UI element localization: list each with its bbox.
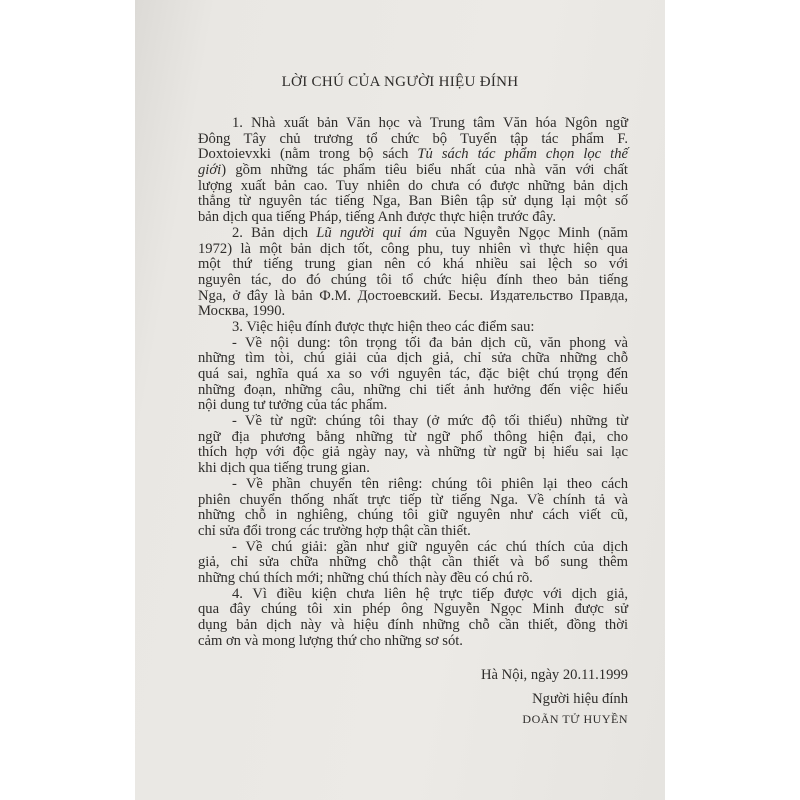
text-line: cảm ơn và mong lượng thứ cho những sơ sót. (198, 632, 463, 649)
text-line: quá sai, nghĩa quá xa so với nguyên tác, đặc biệt chú trọng đến (198, 366, 628, 382)
text-line: 4. Vì điều kiện chưa liên hệ trực tiếp được với dịch giả, (232, 585, 628, 602)
text-line: khi dịch qua tiếng trung gian. (198, 460, 370, 477)
text-line: - Về chú giải: gần như giữ nguyên các chú thích của dịch (232, 538, 628, 555)
text-line: qua đây chúng tôi xin phép ông Nguyễn Ngọc Minh được sử (198, 601, 628, 618)
text-line: lượng xuất bản cao. Tuy nhiên do chưa có được những bản dịch (198, 177, 628, 194)
text-line: dụng bản dịch này và hiệu đính những chỗ cần thiết, đồng thời (198, 617, 628, 633)
text-line: những tìm tòi, chú giải của dịch giả, chỉ sửa chữa những chỗ (198, 350, 628, 367)
text-line: - Về nội dung: tôn trọng tối đa bản dịch cũ, văn phong và (232, 334, 628, 351)
text-line: ngữ địa phương bằng những từ ngữ phổ thông hiện đại, cho (198, 428, 628, 445)
text-line: giả, chỉ sửa chữa những chỗ thật cần thiết và bổ sung thêm (198, 554, 628, 571)
text-line: Москва, 1990. (198, 303, 286, 320)
text-line: 1972) là một bản dịch tốt, công phu, tuy nhiên vì thực hiện qua (198, 240, 628, 257)
text-line: Đông Tây chủ trương tổ chức bộ Tuyển tập tác phẩm F. (198, 130, 628, 147)
italic-title: giới (198, 162, 222, 179)
text-line: - Về phần chuyển tên riêng: chúng tôi phiên lại theo cách (232, 475, 628, 492)
text-line (198, 147, 628, 163)
place-date: Hà Nội, ngày 20.11.1999 (481, 667, 628, 683)
signer-name: DOÃN TỬ HUYỀN (522, 712, 628, 726)
text-line: thích hợp với độc giả ngày nay, và những từ ngữ bị hiểu sai lạc (198, 444, 628, 461)
text-line: những chỗ in nghiêng, chúng tôi giữ nguyên như cách viết cũ, (198, 507, 628, 524)
text-line: Nga, ở đây là bản Ф.М. Достоевский. Бесы. Издательство Правда, (198, 287, 628, 304)
text-line: nguyên tác, do đó chúng tôi tổ chức hiệu đính theo bản tiếng (198, 271, 628, 288)
text-segment: ) gồm những tác phẩm tiêu biểu nhất của nhà văn với chất (221, 162, 628, 179)
text-line: bản dịch qua tiếng Pháp, tiếng Anh được thực hiện trước đây. (198, 209, 556, 226)
italic-title: Lũ người quỉ ám (316, 224, 428, 241)
text-line: 1. Nhà xuất bản Văn học và Trung tâm Văn hóa Ngôn ngữ (232, 115, 628, 131)
text-line: những đoạn, những câu, những chi tiết ảnh hưởng đến việc hiểu (198, 381, 628, 398)
text-segment: 2. Bản dịch (232, 224, 317, 241)
signer-role: Người hiệu đính (532, 691, 628, 707)
text-line: phiên chuyển thống nhất trực tiếp từ tiếng Nga. Về chính tả và (198, 491, 628, 508)
text-segment: của Nguyễn Ngọc Minh (năm (427, 224, 628, 241)
text-line: một thứ tiếng trung gian nên có khá nhiều sai lệch so với (198, 256, 628, 273)
text-line: - Về từ ngữ: chúng tôi thay (ở mức độ tối thiểu) những từ (232, 413, 628, 430)
text-line: những chú thích mới; những chú thích này đều có chú rõ. (198, 569, 533, 586)
italic-title: Tủ sách tác phẩm chọn lọc thế (417, 146, 628, 163)
text-line: thẳng từ nguyên tác tiếng Nga, Ban Biên tập sử dụng lại một số (198, 193, 628, 210)
book-page (135, 0, 665, 800)
page-title: LỜI CHÚ CỦA NGƯỜI HIỆU ĐÍNH (281, 74, 519, 90)
body-text (198, 116, 628, 649)
text-line: 3. Việc hiệu đính được thực hiện theo các điểm sau: (232, 318, 535, 335)
text-line: nội dung tư tưởng của tác phẩm. (198, 397, 388, 414)
text-line: chỉ sửa đổi trong các trường hợp thật cần thiết. (198, 522, 471, 539)
text-line (198, 226, 628, 242)
text-line (198, 163, 628, 179)
text-segment: Doxtoievxki (nằm trong bộ sách (198, 146, 418, 163)
